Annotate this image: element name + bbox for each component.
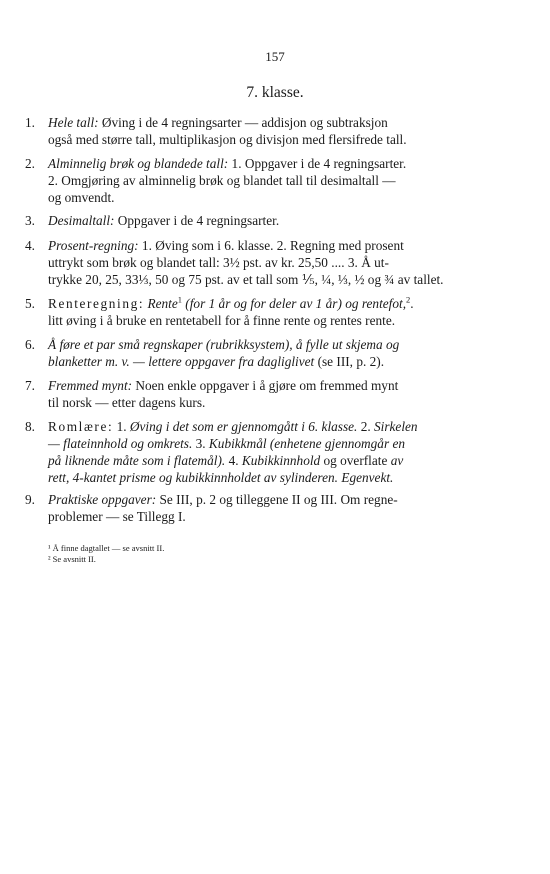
item-number: 2. xyxy=(25,156,35,171)
item-line: og omvendt. xyxy=(48,190,115,205)
section-title: 7. klasse. xyxy=(246,84,304,101)
item-number: 7. xyxy=(25,378,35,393)
item-text-part: på liknende måte som i flatemål). xyxy=(48,453,226,468)
item-heading: Alminnelig brøk og blandede tall: xyxy=(48,156,229,171)
item-text-part: . xyxy=(410,296,414,311)
item-heading: Prosent-regning: xyxy=(48,238,139,253)
item-heading: Desimaltall: xyxy=(48,213,115,228)
page-number: 157 xyxy=(265,49,285,64)
item-text xyxy=(48,418,460,486)
item-text xyxy=(48,114,460,148)
item-text-part: 2. xyxy=(357,419,374,434)
item-text xyxy=(48,377,460,411)
footnotes xyxy=(48,543,164,565)
item-text-part: Sirkelen xyxy=(374,419,418,434)
item-line: problemer — se Tillegg I. xyxy=(48,509,186,524)
item-line: Se III, p. 2 og tilleggene II og III. Om regne- xyxy=(156,492,398,507)
item-text-part: Rente xyxy=(144,296,178,311)
item-line: 1. Oppgaver i de 4 regningsarter. xyxy=(228,156,407,171)
item-number: 6. xyxy=(25,337,35,352)
item-text-part: Øving i det som er gjennomgått i 6. klasse. xyxy=(129,419,358,434)
item-text xyxy=(48,212,460,229)
item-number: 8. xyxy=(25,419,35,434)
item-text xyxy=(48,155,460,206)
item-line: 1. Øving som i 6. klasse. 2. Regning med prosent xyxy=(138,238,404,253)
item-heading: Romlære: xyxy=(48,419,114,434)
item-heading: Fremmed mynt: xyxy=(48,378,133,393)
footnote-1: ¹ Å finne dagtallet — se avsnitt II. xyxy=(48,543,165,553)
footnote-ref: 1 xyxy=(177,294,182,305)
item-heading: Hele tall: xyxy=(48,115,99,130)
item-line: litt øving i å bruke en rentetabell for å finne rente og rentes rente. xyxy=(48,313,396,328)
item-text-part: (se III, p. 2). xyxy=(314,354,385,369)
item-text-part: 3. xyxy=(192,436,209,451)
item-text-part: 4. xyxy=(225,453,242,468)
item-text-part: blanketter m. v. — lettere oppgaver fra dagliglivet xyxy=(48,354,315,369)
item-number: 5. xyxy=(25,296,35,311)
item-text-part: rett, 4-kantet prisme og kubikkinnholdet av sylinderen. Egenvekt. xyxy=(48,470,394,485)
item-line: til norsk — etter dagens kurs. xyxy=(48,395,206,410)
item-line: Oppgaver i de 4 regningsarter. xyxy=(114,213,280,228)
footnote-2: ² Se avsnitt II. xyxy=(48,554,96,564)
item-line: uttrykt som brøk og blandet tall: 3½ pst. av kr. 25,50 .... 3. Å ut- xyxy=(48,255,389,270)
item-heading: Renteregning: xyxy=(48,296,145,311)
item-heading: Å føre et par små regnskaper (rubrikksystem), å fylle ut skjema og xyxy=(48,337,400,352)
item-line: Noen enkle oppgaver i å gjøre om fremmed mynt xyxy=(132,378,399,393)
item-heading: Praktiske oppgaver: xyxy=(48,492,157,507)
item-text-part: og overflate xyxy=(320,453,391,468)
item-text xyxy=(48,295,460,329)
item-text-part: av xyxy=(390,453,404,468)
item-line: Øving i de 4 regningsarter — addisjon og subtraksjon xyxy=(98,115,388,130)
item-text-part: (for 1 år og for deler av 1 år) og rentefot, xyxy=(181,296,407,311)
item-text xyxy=(48,491,460,525)
item-text xyxy=(48,237,460,288)
item-number: 9. xyxy=(25,492,35,507)
item-number: 4. xyxy=(25,238,35,253)
item-line: også med større tall, multiplikasjon og divisjon med flersifrede tall. xyxy=(48,132,407,147)
item-text-part: — flateinnhold og omkrets. xyxy=(48,436,193,451)
item-number: 1. xyxy=(25,115,35,130)
footnote-ref: 2 xyxy=(406,294,411,305)
item-text-part: Kubikkmål (enhetene gjennomgår en xyxy=(208,436,405,451)
item-text-part: 1. xyxy=(113,419,130,434)
item-text-part: Kubikkinnhold xyxy=(241,453,321,468)
item-line: 2. Omgjøring av alminnelig brøk og blandet tall til desimaltall — xyxy=(48,173,396,188)
item-text xyxy=(48,336,460,370)
item-number: 3. xyxy=(25,213,35,228)
item-line: trykke 20, 25, 33⅓, 50 og 75 pst. av et tall som ⅕, ¼, ⅓, ½ og ¾ av tallet. xyxy=(48,272,444,287)
